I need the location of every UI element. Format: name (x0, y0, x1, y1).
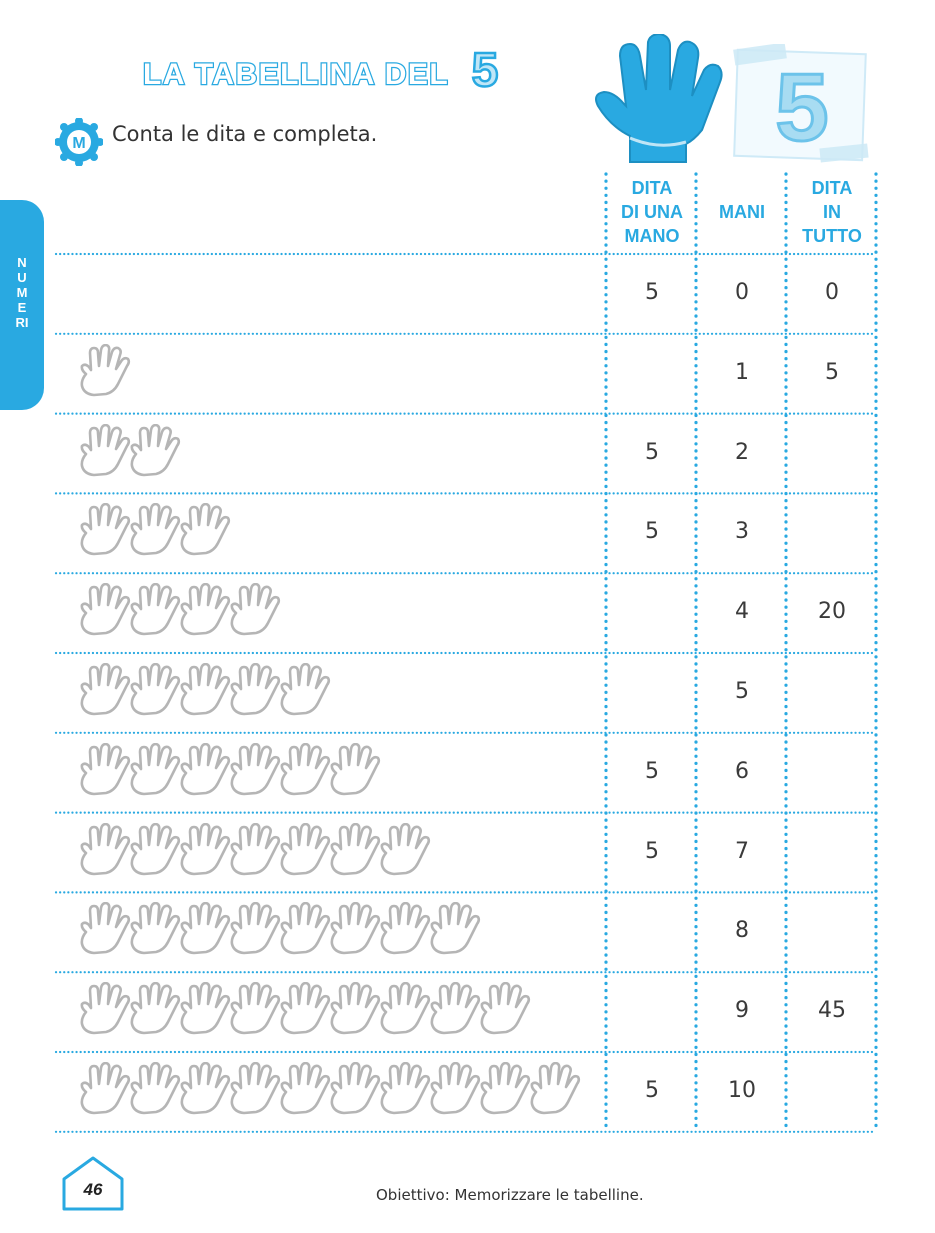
hand-icon (128, 823, 182, 879)
hand-icon (178, 583, 232, 639)
hands-group (78, 982, 528, 1038)
hands-group (78, 902, 478, 958)
hand-icon (78, 902, 132, 958)
hand-icon (328, 902, 382, 958)
hand-icon (228, 1062, 282, 1118)
cell-fingers: 5 (645, 519, 659, 545)
hand-icon (378, 823, 432, 879)
five-card-text: 5 (775, 54, 829, 161)
hand-icon (78, 503, 132, 559)
hand-icon (228, 743, 282, 799)
hand-icon (528, 1062, 582, 1118)
hand-icon (428, 982, 482, 1038)
column-header-line: DI UNA (621, 202, 683, 222)
hand-icon (78, 743, 132, 799)
cell-fingers: 5 (645, 1078, 659, 1103)
hand-icon (128, 663, 182, 719)
cell-hands: 7 (735, 838, 749, 864)
hand-icon (278, 823, 332, 879)
cell-hands: 8 (735, 918, 749, 944)
cell-hands: 10 (728, 1078, 756, 1103)
column-header-line: TUTTO (802, 226, 862, 246)
hand-icon (228, 823, 282, 879)
hand-icon (78, 823, 132, 879)
hand-icon (378, 982, 432, 1038)
side-tab-label: NUMERI (15, 255, 29, 330)
cell-total: 20 (818, 599, 846, 625)
column-header-line: MANO (624, 226, 680, 246)
hand-icon (178, 743, 232, 799)
cell-hands: 5 (735, 679, 749, 704)
hand-icon (178, 663, 232, 719)
hand-icon (128, 583, 182, 639)
hand-icon (478, 982, 532, 1038)
hand-icon (278, 743, 332, 799)
hand-icon (128, 503, 182, 559)
hand-icon (78, 663, 132, 719)
hand-icon (228, 663, 282, 719)
cell-total: 0 (825, 280, 839, 305)
hand-icon (78, 982, 132, 1038)
hand-icon (328, 743, 382, 799)
column-header-line: DITA (811, 178, 853, 198)
hand-icon (78, 424, 132, 480)
column-header-hands (700, 200, 784, 224)
hand-icon (128, 424, 182, 480)
hands-group (78, 663, 328, 719)
hand-icon (428, 902, 482, 958)
hand-icon (78, 583, 132, 639)
hand-icon (78, 1062, 132, 1118)
page-title-text: LA TABELLINA DEL (143, 58, 450, 91)
hand-icon (278, 663, 332, 719)
hand-icon (278, 982, 332, 1038)
page-title (143, 58, 449, 92)
hand-icon (178, 982, 232, 1038)
hand-icon (178, 1062, 232, 1118)
column-header-line: DITA (631, 178, 673, 198)
hands-group (78, 583, 278, 639)
cell-hands: 6 (735, 758, 749, 784)
hand-icon (128, 743, 182, 799)
column-header-fingers (610, 176, 694, 248)
hands-group (78, 823, 428, 879)
cell-fingers: 5 (645, 439, 659, 465)
hand-icon (228, 982, 282, 1038)
hand-icon (378, 1062, 432, 1118)
title-five-text: 5 (471, 44, 499, 94)
hands-group (78, 743, 378, 799)
hand-icon (128, 1062, 182, 1118)
five-card-icon (730, 44, 870, 164)
hand-icon (228, 583, 282, 639)
cell-hands: 2 (735, 439, 749, 465)
hands-group (78, 424, 178, 480)
hand-icon (178, 503, 232, 559)
hand-icon (128, 982, 182, 1038)
cell-hands: 1 (735, 359, 749, 385)
cell-fingers: 5 (645, 758, 659, 784)
column-header-total (790, 176, 874, 248)
glove-icon (590, 34, 725, 164)
cell-hands: 0 (735, 280, 749, 305)
hand-icon (128, 902, 182, 958)
instruction-text: Conta le dita e completa. (112, 122, 378, 146)
cell-total: 5 (825, 359, 839, 385)
hand-icon (328, 1062, 382, 1118)
hand-icon (328, 982, 382, 1038)
title-five-glyph (465, 44, 505, 94)
hand-icon (78, 344, 132, 400)
badge-letter: M (72, 135, 86, 152)
hand-icon (478, 1062, 532, 1118)
hand-icon (178, 902, 232, 958)
cell-total: 45 (818, 998, 846, 1024)
hand-icon (178, 823, 232, 879)
column-header-line: MANI (719, 202, 765, 222)
hands-group (78, 503, 228, 559)
hand-icon (278, 902, 332, 958)
hand-icon (228, 902, 282, 958)
hand-icon (328, 823, 382, 879)
objective-text: Obiettivo: Memorizzare le tabelline. (376, 1186, 644, 1204)
sun-badge-icon (55, 118, 103, 166)
hand-icon (378, 902, 432, 958)
column-header-line: IN (823, 202, 841, 222)
cell-hands: 9 (735, 998, 749, 1024)
cell-hands: 4 (735, 599, 749, 625)
page-number: 46 (83, 1180, 103, 1199)
hand-icon (278, 1062, 332, 1118)
cell-hands: 3 (735, 519, 749, 545)
hands-group (78, 1062, 578, 1118)
hands-group (78, 344, 128, 400)
hand-icon (428, 1062, 482, 1118)
cell-fingers: 5 (645, 280, 659, 305)
cell-fingers: 5 (645, 838, 659, 864)
